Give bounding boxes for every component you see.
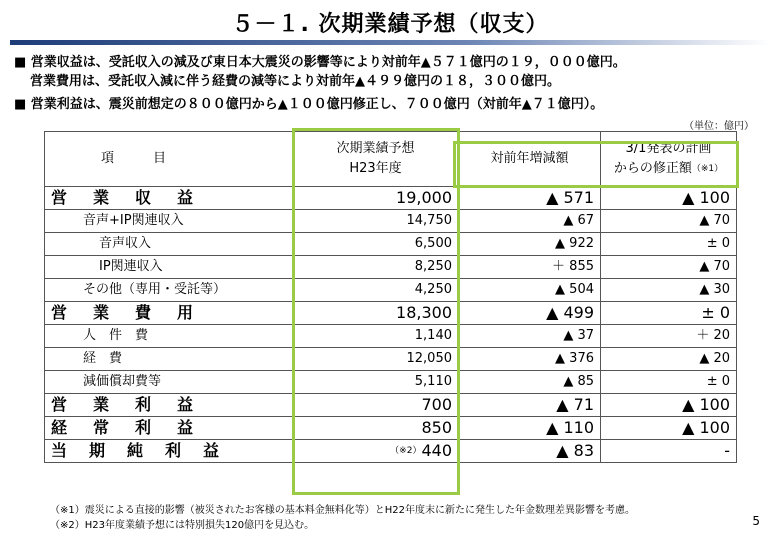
row-revision: ± 0 [601, 371, 737, 394]
page-number: 5 [752, 514, 760, 528]
header-forecast [293, 132, 459, 187]
table-row [45, 279, 737, 302]
row-label: 減価償却費等 [45, 371, 293, 394]
row-yoy: ▲ 83 [459, 440, 601, 463]
row-revision: ▲ 70 [601, 256, 737, 279]
row-yoy: ▲ 376 [459, 348, 601, 371]
row-forecast: 18,300 [293, 302, 459, 325]
row-yoy: ▲ 499 [459, 302, 601, 325]
row-yoy: ▲ 504 [459, 279, 601, 302]
row-forecast: 850 [293, 417, 459, 440]
header-revision-line1: 3/1発表の計画 [625, 141, 712, 156]
bullet-revenue: ■ 営業収益は、受託収入の減及び東日本大震災の影響等により対前年▲５７１億円の１９，０００億円。 [14, 55, 626, 70]
row-forecast: 6,500 [293, 233, 459, 256]
table-row [45, 256, 737, 279]
row-label: その他（専用・受託等） [45, 279, 293, 302]
row-label: 営 業 費 用 [45, 302, 293, 325]
row-revision: ▲ 20 [601, 348, 737, 371]
row-label: 音声+IP関連収入 [45, 210, 293, 233]
row-label: 当 期 純 利 益 [45, 440, 293, 463]
row-revision: ＋ 20 [601, 325, 737, 348]
header-revision-note: （※1） [691, 164, 724, 174]
row-yoy: ▲ 37 [459, 325, 601, 348]
header-revision-line2: からの修正額$^{(※1)}$ [613, 161, 724, 176]
footnote-1: （※1）震災による直接的影響（被災されたお客様の基本料金無料化等）とH22年度末に新たに発生した年金数理差異影響を考慮。 [50, 505, 635, 516]
row-label: IP関連収入 [45, 256, 293, 279]
row-revision: ▲ 100 [601, 417, 737, 440]
table-row [45, 440, 737, 463]
row-forecast: 5,110 [293, 371, 459, 394]
row-yoy: ▲ 110 [459, 417, 601, 440]
table-row [45, 394, 737, 417]
page-title: ５－１. 次期業績予想（収支） [231, 12, 549, 37]
row-forecast: 4,250 [293, 279, 459, 302]
bullet-expenses: 営業費用は、受託収入減に伴う経費の減等により対前年▲４９９億円の１８，３００億円。 [30, 74, 560, 89]
row-yoy: ▲ 571 [459, 187, 601, 210]
table-row [45, 302, 737, 325]
header-forecast-line1: 次期業績予想 [336, 141, 415, 156]
row-forecast: 1,140 [293, 325, 459, 348]
row-revision: ▲ 30 [601, 279, 737, 302]
row-yoy: ▲ 85 [459, 371, 601, 394]
row-forecast: $^{(※2)}$440 [293, 440, 459, 463]
table-row [45, 187, 737, 210]
table-row [45, 210, 737, 233]
table-header-row [45, 132, 737, 187]
forecast-note-mark: （※2） [390, 446, 422, 456]
table-row [45, 325, 737, 348]
row-label: 音声収入 [45, 233, 293, 256]
bullet-operating-income: ■ 営業利益は、震災前想定の８００億円から▲１００億円修正し、７００億円（対前年▲７１億円）。 [14, 97, 604, 112]
unit-label: （単位：億円） [684, 121, 754, 132]
row-label: 営 業 利 益 [45, 394, 293, 417]
row-label: 経 常 利 益 [45, 417, 293, 440]
row-yoy: ▲ 922 [459, 233, 601, 256]
header-yoy: 対前年増減額 [459, 132, 601, 187]
row-revision: - [601, 440, 737, 463]
title-underline [10, 40, 770, 45]
footnote-2: （※2）H23年度業績予想には特別損失120億円を見込む。 [50, 520, 315, 531]
row-revision: ▲ 100 [601, 187, 737, 210]
table-row [45, 371, 737, 394]
header-revision [601, 132, 737, 187]
row-label: 経 費 [45, 348, 293, 371]
row-revision: ▲ 100 [601, 394, 737, 417]
table-row [45, 417, 737, 440]
forecast-table [44, 131, 737, 463]
header-item: 項 目 [45, 132, 293, 187]
row-label: 人 件 費 [45, 325, 293, 348]
row-yoy: ▲ 67 [459, 210, 601, 233]
row-revision: ± 0 [601, 233, 737, 256]
table-row [45, 348, 737, 371]
row-forecast: 12,050 [293, 348, 459, 371]
row-forecast: 19,000 [293, 187, 459, 210]
row-yoy: ▲ 71 [459, 394, 601, 417]
row-forecast: 8,250 [293, 256, 459, 279]
table-row [45, 233, 737, 256]
row-forecast: 14,750 [293, 210, 459, 233]
row-forecast: 700 [293, 394, 459, 417]
row-label: 営 業 収 益 [45, 187, 293, 210]
row-revision: ± 0 [601, 302, 737, 325]
row-yoy: ＋ 855 [459, 256, 601, 279]
header-forecast-line2: H23年度 [349, 161, 402, 176]
row-revision: ▲ 70 [601, 210, 737, 233]
